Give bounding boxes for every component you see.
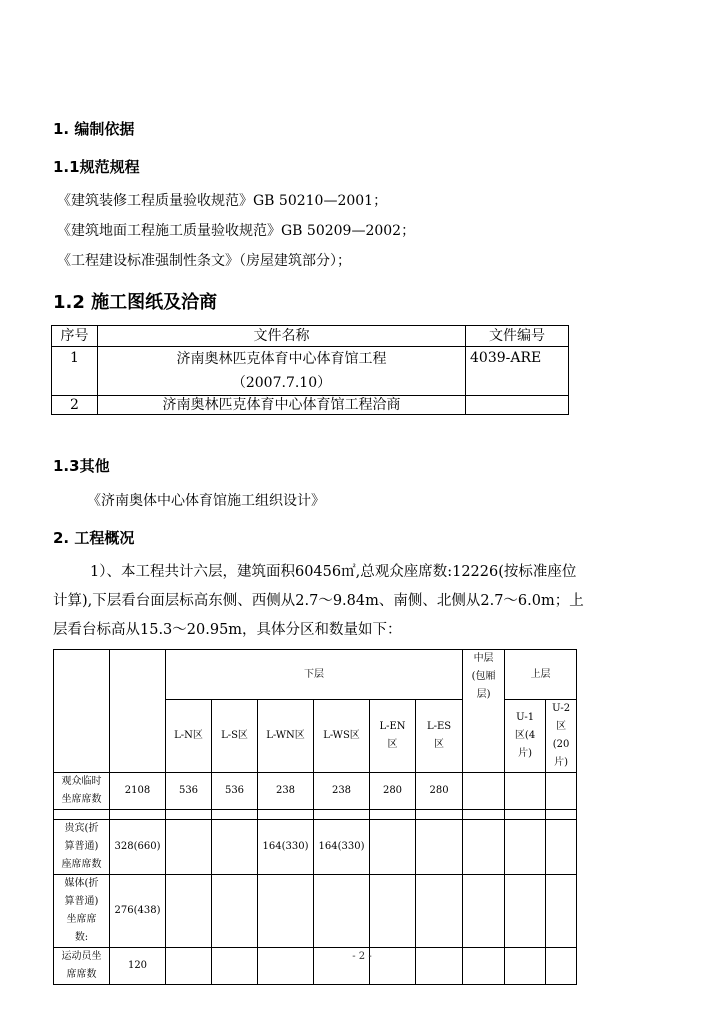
row-label	[54, 820, 110, 875]
page-number: - 2 -	[352, 951, 372, 962]
zone-les-line2: 区	[434, 739, 445, 750]
row-code	[466, 396, 569, 415]
section-2-heading: 2. 工程概况	[53, 529, 135, 547]
group-middle-line3: 层)	[476, 689, 491, 700]
zone-les-line1: L-ES	[426, 721, 452, 732]
row-name-line2: （2007.7.10）	[231, 375, 332, 391]
group-lower-header: 下层	[166, 650, 463, 700]
row-label-line2: 坐席席数	[61, 794, 102, 805]
col-header-code: 文件编号	[466, 326, 569, 347]
row-label-line2: 算普通)	[64, 841, 99, 852]
group-middle-header	[463, 650, 505, 773]
table-row	[52, 396, 569, 415]
zone-u2	[546, 700, 577, 773]
row-code: 4039-ARE	[466, 347, 569, 396]
seat-distribution-table	[53, 649, 577, 985]
zone-u1-line3: 片)	[518, 748, 533, 759]
row-label-line1: 贵宾(折	[64, 823, 99, 834]
overview-paragraph	[53, 558, 673, 645]
cell-lwn: 238	[258, 773, 314, 810]
table-row	[52, 347, 569, 396]
row-label-line3: 坐席席	[66, 914, 97, 925]
regulation-item-1: 《建筑装修工程质量验收规范》GB 50210—2001；	[57, 193, 388, 209]
zone-len-line2: 区	[387, 739, 398, 750]
zone-les	[416, 700, 463, 773]
section-1-1-heading: 1.1规范规程	[53, 158, 140, 176]
section-1-3-heading: 1.3其他	[53, 457, 110, 475]
zone-ls: L-S区	[212, 700, 258, 773]
cell-total: 120	[110, 948, 166, 985]
col-header-name: 文件名称	[98, 326, 466, 347]
cell-ls: 536	[212, 773, 258, 810]
row-no: 2	[52, 396, 98, 415]
drawings-table	[51, 325, 569, 415]
zone-u2-line1: U-2区	[552, 703, 571, 732]
header-corner	[54, 650, 110, 773]
row-name	[98, 347, 466, 396]
cell-ln	[166, 820, 212, 875]
overview-line-1: 1）、本工程共计六层，建筑面积60456㎡,总观众座席数:12226(按标准座位	[90, 564, 577, 580]
cell-u1	[505, 773, 546, 810]
zone-lws: L-WS区	[314, 700, 370, 773]
col-header-no: 序号	[52, 326, 98, 347]
other-item: 《济南奥体中心体育馆施工组织设计》	[87, 493, 325, 509]
row-name: 济南奥林匹克体育中心体育馆工程洽商	[98, 396, 466, 415]
group-middle-line2: (包厢	[471, 671, 496, 682]
table-row	[54, 875, 577, 948]
zone-len-line1: L-EN	[379, 721, 406, 732]
row-label-line2: 席席数	[66, 969, 97, 980]
row-label-line1: 媒体(折	[64, 878, 99, 889]
row-label-line2: 算普通)	[64, 896, 99, 907]
header-row-groups	[54, 650, 577, 700]
header-total	[110, 650, 166, 773]
group-middle-line1: 中层	[473, 653, 494, 664]
row-name-line1: 济南奥林匹克体育中心体育馆工程	[176, 351, 387, 367]
spacer-row	[54, 810, 577, 820]
row-label-line1: 观众临时	[61, 776, 102, 787]
row-label-line4: 数:	[74, 932, 89, 943]
cell-ls	[212, 820, 258, 875]
row-no: 1	[52, 347, 98, 396]
zone-ln: L-N区	[166, 700, 212, 773]
cell-u2	[546, 773, 577, 810]
cell-ln: 536	[166, 773, 212, 810]
zone-u1-line1: U-1	[516, 712, 535, 723]
group-upper-header: 上层	[505, 650, 577, 700]
cell-les: 280	[416, 773, 463, 810]
cell-lws: 238	[314, 773, 370, 810]
table-row	[54, 820, 577, 875]
zone-lwn: L-WN区	[258, 700, 314, 773]
row-label-line3: 座席席数	[61, 859, 102, 870]
zone-len	[370, 700, 416, 773]
cell-lws: 164(330)	[314, 820, 370, 875]
overview-line-3: 层看台标高从15.3～20.95m，具体分区和数量如下：	[53, 622, 402, 638]
row-label	[54, 875, 110, 948]
cell-total: 2108	[110, 773, 166, 810]
regulation-item-2: 《建筑地面工程施工质量验收规范》GB 50209—2002；	[57, 223, 416, 239]
zone-u1	[505, 700, 546, 773]
cell-middle	[463, 773, 505, 810]
table-row	[54, 773, 577, 810]
cell-len: 280	[370, 773, 416, 810]
regulation-item-3: 《工程建设标准强制性条文》（房屋建筑部分）；	[57, 253, 351, 269]
cell-total: 276(438)	[110, 875, 166, 948]
cell-lwn: 164(330)	[258, 820, 314, 875]
section-1-heading: 1. 编制依据	[53, 120, 135, 138]
zone-u1-line2: 区(4	[514, 730, 536, 741]
overview-line-2: 计算),下层看台面层标高东侧、西侧从2.7～9.84m、南侧、北侧从2.7～6.0m；上	[53, 593, 584, 609]
row-label	[54, 773, 110, 810]
section-1-2-heading: 1.2 施工图纸及洽商	[53, 292, 218, 313]
cell-total: 328(660)	[110, 820, 166, 875]
row-label-line1: 运动员坐	[61, 951, 102, 962]
zone-u2-line2: (20片)	[552, 739, 570, 768]
